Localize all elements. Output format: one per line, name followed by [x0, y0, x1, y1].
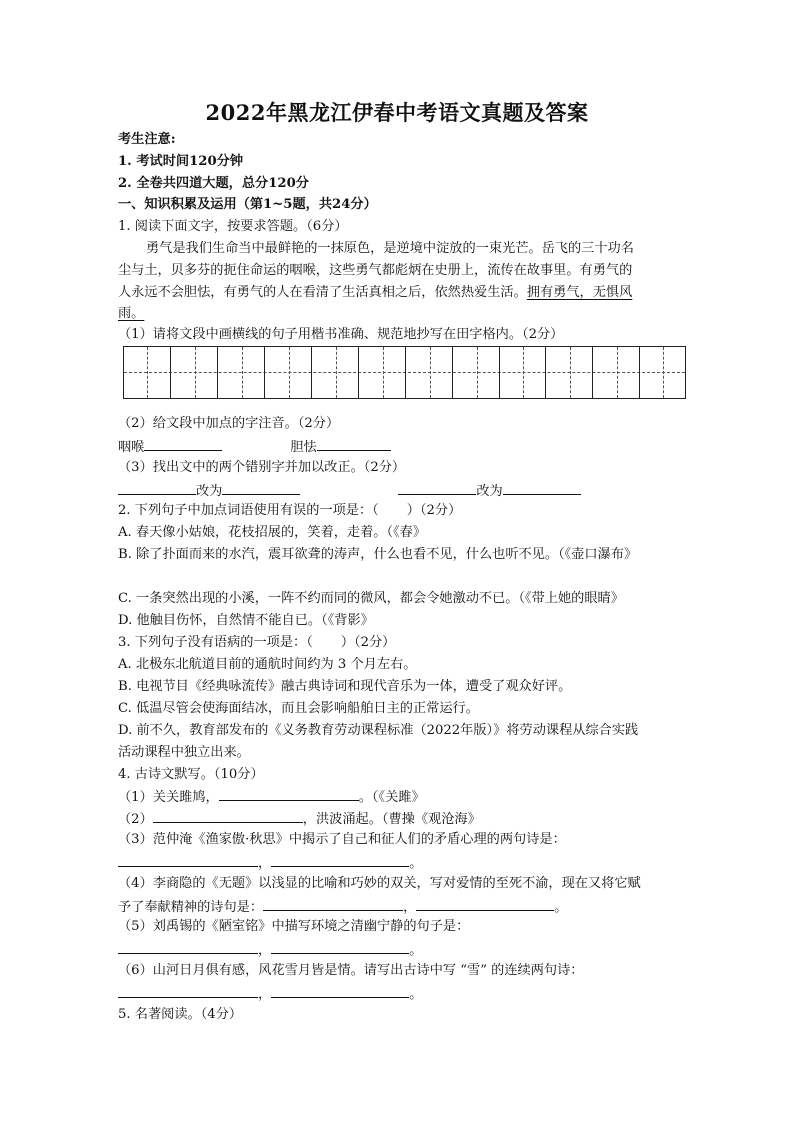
q4-blank-5a[interactable] [118, 940, 258, 954]
wrong-char-blank-2[interactable] [398, 481, 476, 495]
q3-option-a[interactable]: A. 北极东北航道目前的通航时间约为 3 个月左右。 [118, 657, 417, 672]
q4-item-4: （4）李商隐的《无题》以浅显的比喻和巧妙的双关，写对爱情的至死不渝，现在又将它赋 [118, 876, 641, 891]
q1-sub1: （1）请将文段中画横线的句子用楷书准确、规范地抄写在田字格内。（2分） [118, 327, 564, 342]
page-title: 2022年黑龙江伊春中考语文真题及答案 [205, 100, 589, 125]
tianzige-grid[interactable] [123, 346, 686, 399]
q2-option-d[interactable]: D. 他触目伤怀，自然情不能自已。（《背影》 [118, 613, 374, 628]
notice-item-1: 1. 考试时间120分钟 [118, 154, 244, 169]
q4-blank-5b[interactable] [271, 940, 409, 954]
notice-heading: 考生注意: [118, 132, 176, 147]
q3-stem: 3. 下列句子没有语病的一项是：（ ）（2分） [118, 635, 396, 650]
q5-stem: 5. 名著阅读。（4分） [118, 1007, 243, 1022]
q4-item-6: （6）山河日月俱有感，风花雪月皆是情。请写出古诗中写 “雪” 的连续两句诗： [118, 963, 584, 978]
q4-blank-6a[interactable] [118, 984, 258, 998]
word-danqie: 胆怯 [290, 440, 317, 455]
q3-option-d[interactable]: D. 前不久，教育部发布的《义务教育劳动课程标准（2022年版）》将劳动课程从综合实践 [118, 723, 639, 738]
q1-stem: 1. 阅读下面文字，按要求答题。（6分） [118, 219, 348, 234]
q1-passage-line-4: 雨。 [118, 306, 145, 321]
q3-option-b[interactable]: B. 电视节目《经典咏流传》融古典诗词和现代音乐为一体，遭受了观众好评。 [118, 679, 572, 694]
q1-sub3: （3）找出文中的两个错别字并加以改正。（2分） [118, 460, 406, 475]
q4-item-6-answers: ， 。 [118, 984, 422, 1004]
q4-blank-4a[interactable] [263, 897, 403, 911]
q4-blank-4b[interactable] [416, 897, 554, 911]
answer-blank-yanhou[interactable] [144, 437, 222, 451]
q4-item-3: （3）范仲淹《渔家傲·秋思》中揭示了自己和征人们的矛盾心理的两句诗是： [118, 832, 566, 847]
q1-sub2: （2）给文段中加点的字注音。（2分） [118, 416, 340, 431]
q1-sub3-answers [118, 481, 581, 501]
q1-passage-line-3 [118, 284, 632, 302]
q4-item-5-answers: ， 。 [118, 940, 422, 960]
change-to-label-1: 改为 [196, 484, 223, 499]
q4-item-2: （2） ，洪波涌起。（曹操《观沧海》 [118, 809, 481, 829]
q1-underlined-sentence: 拥有勇气，无惧风 [526, 285, 633, 300]
q4-item-1: （1）关关雎鸠， 。（《关雎》 [118, 787, 425, 807]
q2-stem: 2. 下列句子中加点词语使用有误的一项是：（ ）（2分） [118, 503, 462, 518]
q4-blank-3a[interactable] [118, 853, 258, 867]
q1-sub2-answers [118, 437, 391, 457]
q1-passage-line-1: 勇气是我们生命当中最鲜艳的一抹原色，是逆境中淀放的一束光芒。岳飞的三十功名 [146, 241, 634, 256]
q3-option-c[interactable]: C. 低温尽管会使海面结冰，而且会影响船舶日主的正常运行。 [118, 701, 479, 716]
section-heading-1: 一、知识积累及运用（第1~5题，共24分） [118, 197, 377, 212]
q3-option-d-cont: 活动课程中独立出来。 [118, 745, 250, 760]
q2-option-b[interactable]: B. 除了扑面而来的水汽，震耳欲聋的涛声，什么也看不见，什么也听不见。（《壶口瀑布》 [118, 547, 638, 562]
q1-passage-text: 人永远不会胆怯，有勇气的人在看清了生活真相之后，依然热爱生活。 [118, 285, 527, 300]
q4-blank-2[interactable] [153, 809, 303, 823]
notice-item-2: 2. 全卷共四道大题，总分120分 [118, 176, 309, 191]
answer-blank-danqie[interactable] [317, 437, 391, 451]
word-yanhou: 咽喉 [118, 440, 145, 455]
q4-blank-1[interactable] [219, 787, 359, 801]
q2-option-a[interactable]: A. 春天像小姑娘，花枝招展的，笑着，走着。（《春》 [118, 525, 427, 540]
change-to-label-2: 改为 [476, 484, 503, 499]
correct-char-blank-2[interactable] [503, 481, 581, 495]
q4-item-5: （5）刘禹锡的《陋室铭》中描写环境之清幽宁静的句子是： [118, 919, 470, 934]
q4-item-3-answers: ， 。 [118, 853, 422, 873]
q4-item-4-answers: 予了奉献精神的诗句是： ， 。 [118, 897, 567, 917]
q4-stem: 4. 古诗文默写。（10分） [118, 767, 264, 782]
q2-option-c[interactable]: C. 一条突然出现的小溪，一阵不约而同的微风，都会令她激动不已。（《带上她的眼睛》 [118, 591, 624, 606]
wrong-char-blank-1[interactable] [118, 481, 196, 495]
q1-passage-line-2: 尘与土，贝多芬的扼住命运的咽喉，这些勇气都彪炳在史册上，流传在故事里。有勇气的 [118, 263, 633, 278]
correct-char-blank-1[interactable] [222, 481, 300, 495]
q4-blank-6b[interactable] [271, 984, 409, 998]
q4-blank-3b[interactable] [271, 853, 409, 867]
